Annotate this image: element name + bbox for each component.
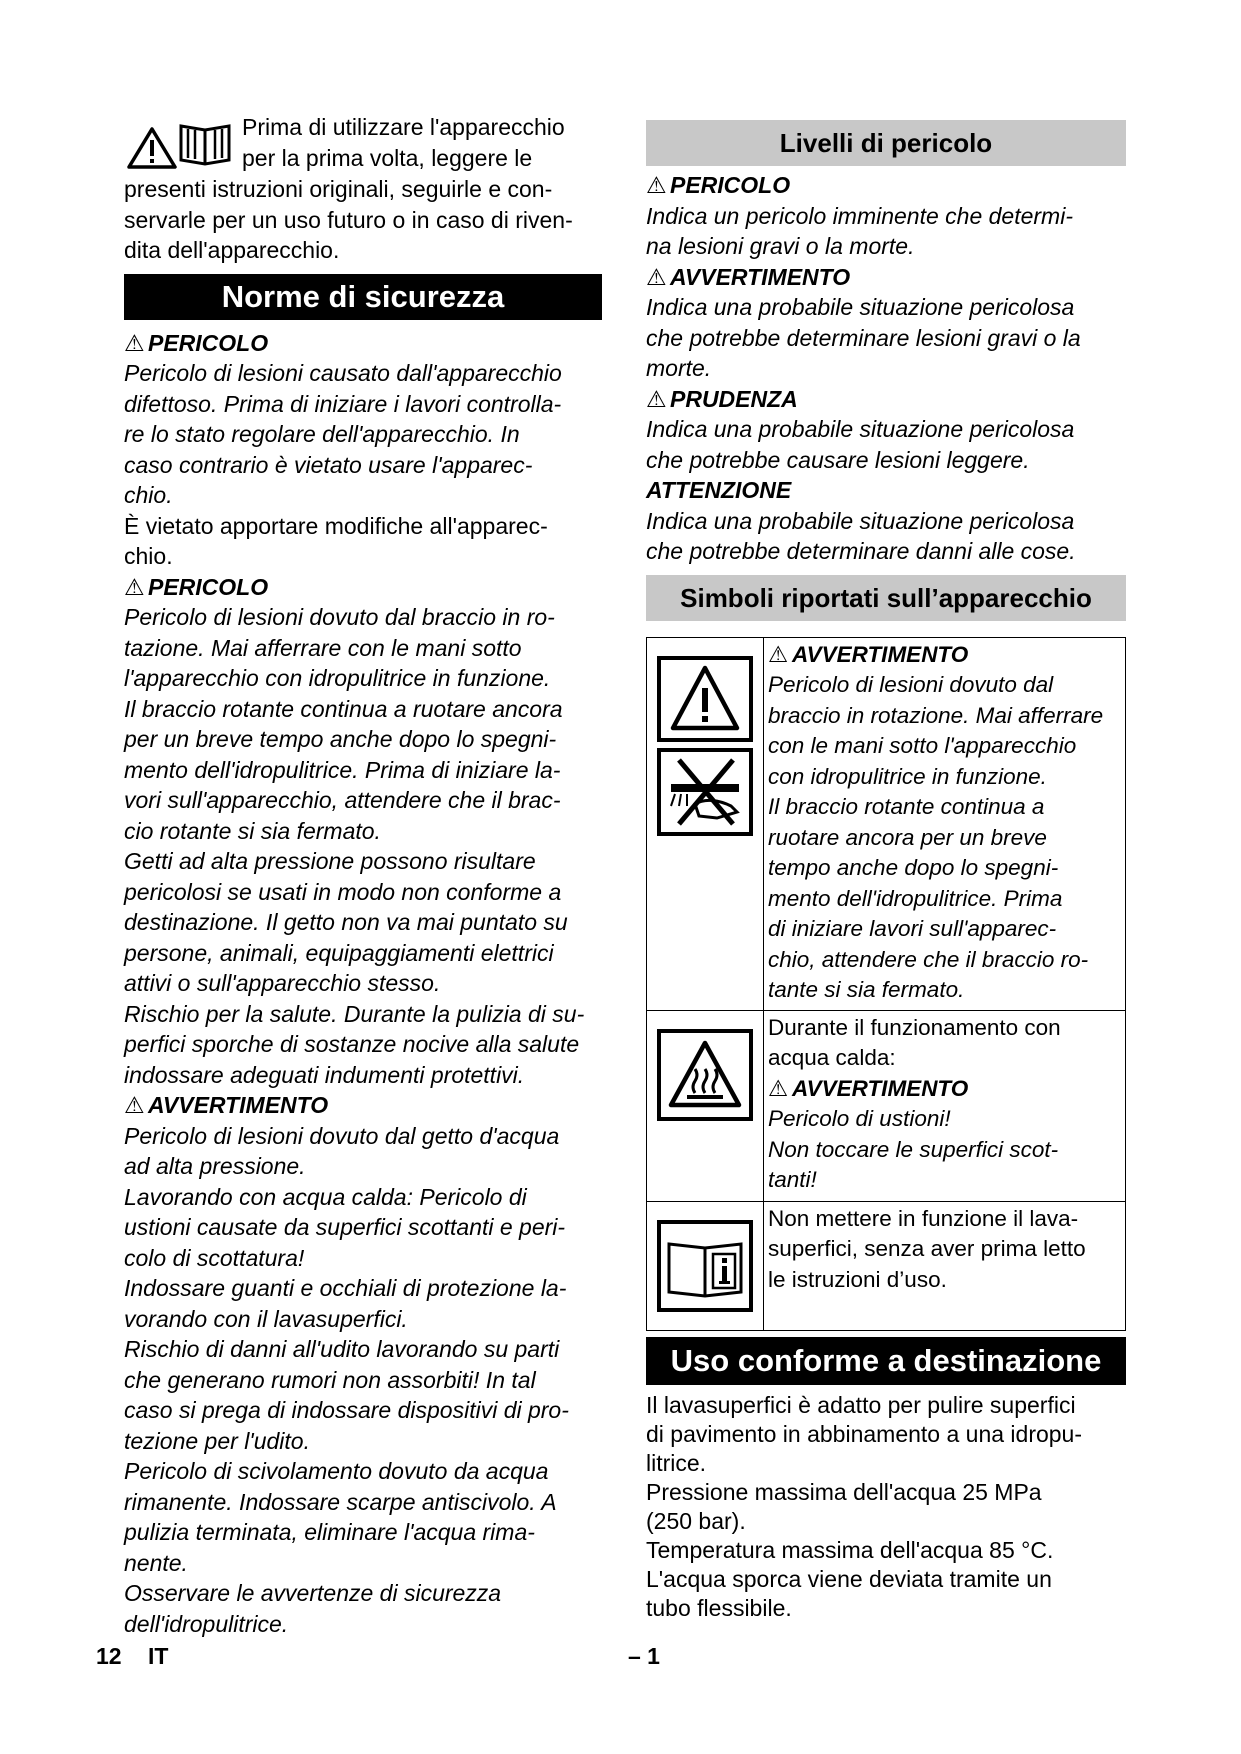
text-line: Rischio di danni all'udito lavorando su parti [124, 1336, 560, 1362]
text-line: colo di scottatura! [124, 1244, 305, 1271]
warning-sign-icon: ⚠ [124, 1092, 145, 1118]
level-heading: PRUDENZA [670, 385, 798, 412]
text-line: Rischio per la salute. Durante la pulizia di su- [124, 1000, 585, 1027]
text-line: con le mani sotto l'apparecchio [768, 733, 1077, 758]
text-line: Lavorando con acqua calda: Pericolo di [124, 1183, 527, 1210]
text-line: Osservare le avvertenze di sicurezza [124, 1580, 502, 1606]
warning-sign-icon: ⚠ [124, 329, 145, 356]
text-line: tubo flessibile. [646, 1594, 792, 1621]
text-line: Pericolo di lesioni causato dall'apparecchio [124, 360, 562, 386]
text-line: indossare adeguati indumenti protettivi. [124, 1061, 525, 1088]
text-line: per un breve tempo anche dopo lo spegni- [124, 726, 557, 752]
text-line: tanti! [768, 1167, 817, 1192]
text-line: Pericolo di ustioni! [768, 1106, 951, 1131]
symbol-icon-cell [647, 638, 764, 1010]
intro-line: servarle per un uso futuro o in caso di riven- [124, 206, 573, 233]
warning-sign-icon: ⚠ [646, 263, 667, 290]
text-line: rimanente. Indossare scarpe antiscivolo. A [124, 1488, 557, 1515]
warning-sign-icon: ⚠ [768, 1075, 789, 1101]
section-title-levels: Livelli di pericolo [646, 120, 1126, 166]
text-line: pericolosi se usati in modo non conforme a [124, 878, 562, 905]
symbol-row-read-manual [647, 1201, 1125, 1330]
text-line: superfici, senza aver prima letto [768, 1236, 1086, 1261]
intro-line: dita dell'apparecchio. [124, 237, 340, 263]
warning-heading: PERICOLO [148, 573, 269, 600]
right-column [646, 112, 1126, 1623]
text-line: chio. [124, 482, 173, 508]
text-line: Indica una probabile situazione pericolosa [646, 416, 1075, 442]
safety-warning-1 [124, 328, 602, 511]
text-line: braccio in rotazione. Mai afferrare [768, 702, 1104, 728]
text-line: caso contrario è vietato usare l'apparec- [124, 451, 533, 478]
text-line: che potrebbe causare lesioni leggere. [646, 446, 1030, 473]
text-line: Il lavasuperfici è adatto per pulire superfici [646, 1391, 1076, 1418]
text-line: Pericolo di lesioni dovuto dal [768, 672, 1054, 697]
text-line: perfici sporche di sostanze nocive alla salute [124, 1031, 580, 1057]
text-line: ad alta pressione. [124, 1153, 306, 1179]
text-line: pulizia terminata, eliminare l'acqua rima- [124, 1519, 535, 1545]
intro-line: presenti istruzioni originali, seguirle e con- [124, 176, 553, 202]
warning-heading: PERICOLO [148, 329, 269, 356]
symbol-text-cell [764, 1202, 1124, 1330]
text-line: che potrebbe determinare lesioni gravi o la [646, 324, 1081, 351]
level-heading: ATTENZIONE [646, 477, 792, 503]
section-title-symbols: Simboli riportati sull’apparecchio [646, 575, 1126, 621]
text-line: tante si sia fermato. [768, 977, 965, 1002]
text-line: nente. [124, 1549, 188, 1576]
safety-warning-2 [124, 572, 602, 1091]
symbol-text-cell [764, 638, 1124, 1010]
warning-sign-icon: ⚠ [124, 573, 145, 600]
text-line: Indica una probabile situazione pericolosa [646, 507, 1075, 534]
text-line: Non mettere in funzione il lava- [768, 1205, 1079, 1231]
text-line: destinazione. Il getto non va mai puntato su [124, 909, 568, 935]
text-line: che potrebbe determinare danni alle cose. [646, 538, 1076, 564]
text-line: di iniziare lavori sull'apparec- [768, 916, 1057, 941]
warning-sign-icon: ⚠ [646, 385, 667, 412]
section-title-usage: Uso conforme a destinazione [646, 1337, 1126, 1385]
no-hands-rotating-arm-icon [657, 748, 753, 836]
text-line: L'acqua sporca viene deviata tramite un [646, 1565, 1052, 1592]
intro-icons [124, 112, 236, 174]
level-heading: AVVERTIMENTO [670, 263, 851, 290]
text-line: Il braccio rotante continua a [768, 794, 1045, 819]
text-line: ustioni causate da superfici scottanti e peri- [124, 1214, 566, 1240]
text-line: attivi o sull'apparecchio stesso. [124, 970, 441, 996]
text-line: l'apparecchio con idropulitrice in funzione. [124, 665, 551, 691]
symbol-row-rotating-arm [647, 638, 1125, 1010]
text-line: chio. [124, 543, 173, 569]
text-line: vori sull'apparecchio, attendere che il brac- [124, 787, 561, 813]
text-line: tempo anche dopo lo spegni- [768, 855, 1059, 880]
warning-sign-icon: ⚠ [768, 641, 789, 667]
intro [124, 112, 602, 266]
symbol-text-cell [764, 1011, 1124, 1201]
manual-book-icon [178, 120, 232, 166]
intro-line: per la prima volta, leggere le [242, 144, 533, 171]
text-line: Indica una probabile situazione pericolosa [646, 294, 1075, 320]
text-line: Pericolo di lesioni dovuto dal getto d'acqua [124, 1122, 560, 1149]
footer-language: IT [148, 1643, 169, 1669]
text-line: tezione per l'udito. [124, 1427, 310, 1454]
safety-warning-3 [124, 1090, 602, 1639]
intro-line: Prima di utilizzare l'apparecchio [242, 114, 565, 140]
text-line: litrice. [646, 1449, 707, 1476]
safety-note [124, 511, 602, 572]
text-line: È vietato apportare modifiche all'apparec- [124, 512, 548, 539]
text-line: morte. [646, 355, 712, 381]
symbol-icon-cell [647, 1202, 764, 1330]
text-line: Durante il funzionamento con [768, 1014, 1061, 1040]
text-line: Non toccare le superfici scot- [768, 1136, 1059, 1162]
text-line: con idropulitrice in funzione. [768, 763, 1047, 789]
text-line: persone, animali, equipaggiamenti elettrici [124, 939, 554, 966]
text-line: tazione. Mai afferrare con le mani sotto [124, 634, 522, 661]
text-line: Getti ad alta pressione possono risultare [124, 848, 536, 874]
warning-sign-icon: ⚠ [646, 172, 667, 198]
text-line: vorando con il lavasuperfici. [124, 1305, 408, 1332]
text-line: le istruzioni d’uso. [768, 1266, 947, 1292]
text-line: na lesioni gravi o la morte. [646, 233, 915, 259]
text-line: Pressione massima dell'acqua 25 MPa [646, 1478, 1042, 1505]
warning-heading: AVVERTIMENTO [792, 641, 969, 667]
symbols-table [646, 637, 1126, 1331]
text-line: dell'idropulitrice. [124, 1610, 289, 1637]
text-line: mento dell'idropulitrice. Prima di iniziare la- [124, 756, 561, 783]
hot-surface-icon [657, 1029, 753, 1121]
text-line: che generano rumori non assorbiti! In tal [124, 1366, 536, 1393]
section-title-safety: Norme di sicurezza [124, 274, 602, 320]
text-line: di pavimento in abbinamento a una idropu- [646, 1420, 1083, 1447]
text-line: Indossare guanti e occhiali di protezione la- [124, 1275, 567, 1301]
footer-page-number: 12 [96, 1643, 122, 1669]
text-line: cio rotante si sia fermato. [124, 817, 381, 844]
text-line: Indica un pericolo imminente che determi- [646, 202, 1073, 229]
left-column [124, 112, 602, 1639]
text-line: Pericolo di lesioni dovuto dal braccio in ro- [124, 604, 555, 630]
text-line: caso si prega di indossare dispositivi di pro- [124, 1397, 569, 1423]
text-line: Il braccio rotante continua a ruotare ancora [124, 695, 563, 722]
danger-levels [646, 170, 1126, 567]
warning-triangle-icon [126, 126, 178, 170]
read-manual-icon [657, 1220, 753, 1312]
level-heading: PERICOLO [670, 172, 791, 198]
text-line: chio, attendere che il braccio ro- [768, 946, 1089, 972]
text-line: Pericolo di scivolamento dovuto da acqua [124, 1458, 549, 1484]
text-line: (250 bar). [646, 1507, 746, 1534]
text-line: re lo stato regolare dell'apparecchio. In [124, 421, 520, 447]
general-warning-icon [657, 656, 753, 742]
text-line: difettoso. Prima di iniziare i lavori controlla- [124, 390, 562, 417]
text-line: mento dell'idropulitrice. Prima [768, 885, 1063, 911]
text-line: Temperatura massima dell'acqua 85 °C. [646, 1536, 1054, 1563]
text-line: acqua calda: [768, 1045, 896, 1070]
symbol-icon-cell [647, 1011, 764, 1201]
usage-text [646, 1391, 1126, 1623]
symbol-row-hot-surface [647, 1010, 1125, 1201]
warning-heading: AVVERTIMENTO [148, 1092, 329, 1118]
warning-heading: AVVERTIMENTO [792, 1075, 969, 1101]
footer-center-mark: – 1 [628, 1643, 660, 1669]
text-line: ruotare ancora per un breve [768, 824, 1047, 850]
